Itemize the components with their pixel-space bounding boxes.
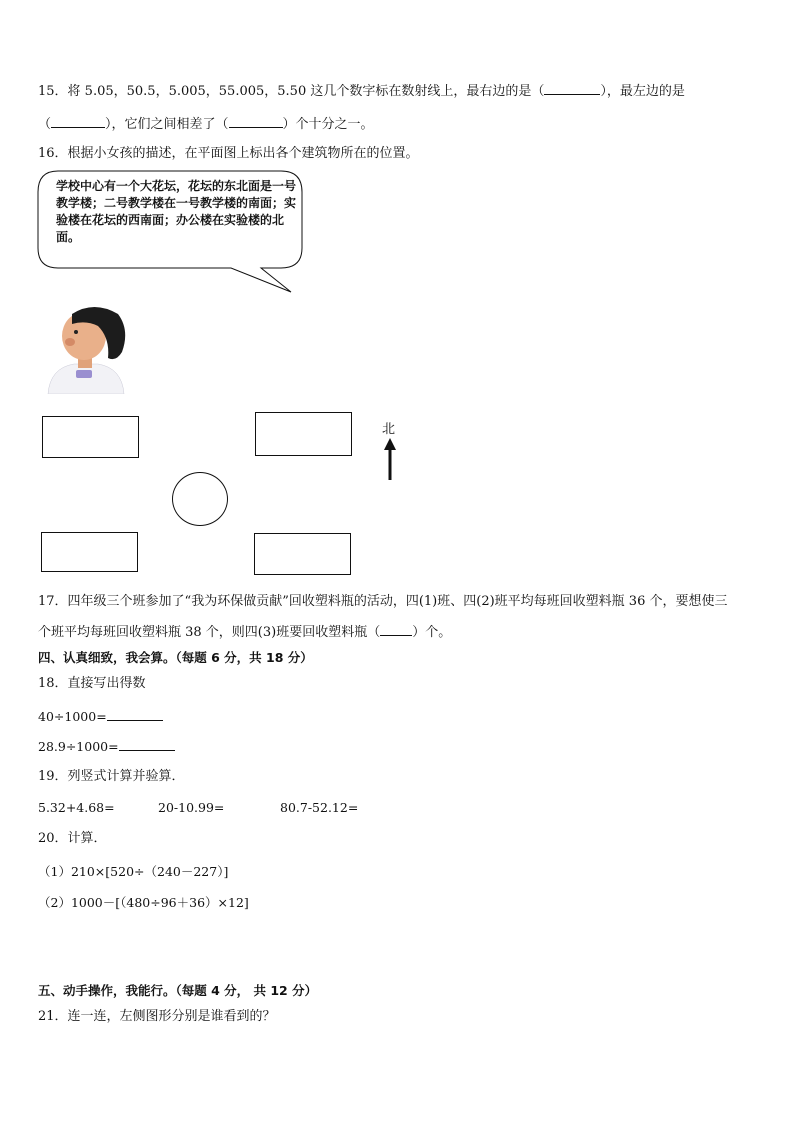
q15-blank-leftmost[interactable] [51, 115, 105, 128]
q15-line2 [38, 115, 374, 134]
q20-expr1: （1）210×[520÷（240－227）] [38, 864, 229, 879]
q18-expr2 [38, 738, 175, 754]
q15-text-d: ）个十分之一。 [282, 117, 374, 132]
q17-line1: 17．四年级三个班参加了“我为环保做贡献”回收塑料瓶的活动，四(1)班、四(2)班平均每班回收塑料瓶 36 个，要想使三 [38, 594, 728, 609]
q15-text-b: ），最左边的是 [600, 84, 685, 99]
q18-expr2-text: 28.9÷1000= [38, 739, 119, 754]
q18-blank1[interactable] [107, 708, 163, 721]
q15-text-a: 15．将 5.05，50.5，5.005，55.005，5.50 这几个数字标在数射线上，最右边的是（ [38, 84, 545, 99]
q17-line2 [38, 623, 451, 642]
q17-text-a: 个班平均每班回收塑料瓶 38 个，则四(3)班要回收塑料瓶（ [38, 625, 381, 640]
q17-text-b: ）个。 [412, 625, 452, 640]
q15-blank-rightmost[interactable] [544, 82, 600, 95]
q18-expr1-text: 40÷1000= [38, 709, 107, 724]
q15-blank-difference[interactable] [229, 115, 283, 128]
q15-text-c: ），它们之间相差了（ [105, 117, 229, 132]
q15-line1 [38, 82, 685, 101]
q19-title: 19．列竖式计算并验算． [38, 769, 185, 784]
north-arrow-icon [382, 438, 398, 482]
q19-expr1: 5.32+4.68= [38, 800, 115, 815]
q17-blank[interactable] [380, 623, 412, 636]
q16-title: 16．根据小女孩的描述，在平面图上标出各个建筑物所在的位置。 [38, 146, 419, 161]
map-box-top-right[interactable] [255, 412, 352, 456]
q18-expr1 [38, 708, 163, 724]
map-box-bottom-right[interactable] [254, 533, 351, 575]
q19-expr2: 20-10.99= [158, 800, 225, 815]
q18-title: 18．直接写出得数 [38, 676, 146, 691]
north-label: 北 [382, 422, 396, 437]
q15-paren-open: （ [38, 117, 52, 132]
q20-expr2: （2）1000－[（480÷96＋36）×12] [38, 895, 249, 910]
section-5-heading: 五、动手操作，我能行。（每题 4 分， 共 12 分） [38, 983, 318, 998]
girl-illustration [46, 302, 126, 394]
q19-expr3: 80.7-52.12= [280, 800, 359, 815]
q20-title: 20．计算． [38, 831, 107, 846]
section-4-heading: 四、认真细致，我会算。（每题 6 分，共 18 分） [38, 650, 313, 665]
q18-blank2[interactable] [119, 738, 175, 751]
map-box-bottom-left[interactable] [41, 532, 138, 572]
speech-bubble-text: 学校中心有一个大花坛，花坛的东北面是一号教学楼；二号教学楼在一号教学楼的南面；实验楼在花坛的西南面；办公楼在实验楼的北面。 [56, 179, 297, 244]
flower-bed-circle [172, 472, 228, 526]
map-box-top-left[interactable] [42, 416, 139, 458]
q21-title: 21．连一连，左侧图形分别是谁看到的？ [38, 1009, 276, 1024]
